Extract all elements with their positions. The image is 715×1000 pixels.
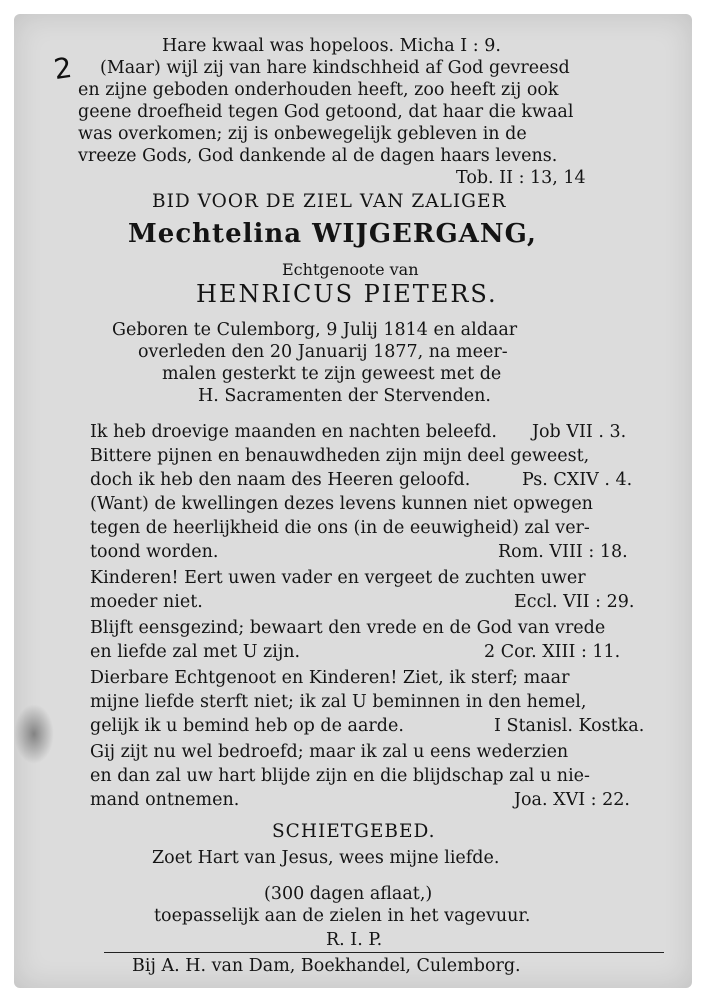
verse-line-9: Blijft eensgezind; bewaart den vrede en de God van vrede: [90, 618, 606, 638]
verse-line-12: mijne liefde sterft niet; ik zal U beminnen in den hemel,: [90, 692, 587, 712]
verse-line-4: (Want) de kwellingen dezes levens kunnen niet opwegen: [90, 494, 593, 514]
verse-line-3: doch ik heb den naam des Heeren geloofd.: [90, 470, 471, 490]
indulgence: (300 dagen aflaat,): [264, 884, 433, 904]
verse-ref-6: Rom. VIII : 18.: [498, 542, 628, 562]
verse-line-7: Kinderen! Eert uwen vader en vergeet de zuchten uwer: [90, 568, 586, 588]
footer-divider: [104, 952, 664, 953]
verse-ref-10: 2 Cor. XIII : 11.: [484, 642, 621, 662]
deceased-name: Mechtelina WIJGERGANG,: [128, 219, 537, 249]
verse-ref-8: Eccl. VII : 29.: [514, 592, 635, 612]
verse-line-2: Bittere pijnen en benauwdheden zijn mijn deel geweest,: [90, 446, 590, 466]
bio-line-2: overleden den 20 Januarij 1877, na meer-: [138, 342, 508, 362]
prayer-card: [14, 14, 692, 988]
intro-line-6: vreeze Gods, God dankende al de dagen haars levens.: [78, 146, 558, 166]
stain: [14, 704, 54, 764]
intro-line-3: en zijne geboden onderhouden heeft, zoo heeft zij ook: [78, 80, 559, 100]
indulgence-note: toepasselijk aan de zielen in het vagevuur.: [154, 906, 531, 926]
ejaculation-text: Zoet Hart van Jesus, wees mijne liefde.: [152, 848, 500, 868]
rip: R. I. P.: [326, 930, 383, 950]
verse-ref-1: Job VII . 3.: [532, 422, 627, 442]
verse-line-5: tegen de heerlijkheid die ons (in de eeuwigheid) zal ver-: [90, 518, 590, 538]
intro-line-2: (Maar) wijl zij van hare kindschheid af God gevreesd: [100, 58, 570, 78]
verse-line-16: mand ontnemen.: [90, 790, 240, 810]
verse-line-13: gelijk ik u bemind heb op de aarde.: [90, 716, 404, 736]
intro-line-5: was overkomen; zij is onbewegelijk gebleven in de: [78, 124, 527, 144]
verse-line-11: Dierbare Echtgenoot en Kinderen! Ziet, ik sterf; maar: [90, 668, 570, 688]
prayer-heading: BID VOOR DE ZIEL VAN ZALIGER: [152, 191, 507, 212]
handwritten-number: 2: [51, 50, 75, 87]
bio-line-1: Geboren te Culemborg, 9 Julij 1814 en aldaar: [112, 320, 518, 340]
verse-line-14: Gij zijt nu wel bedroefd; maar ik zal u eens wederzien: [90, 742, 569, 762]
bio-line-4: H. Sacramenten der Stervenden.: [198, 386, 491, 406]
intro-line-1: Hare kwaal was hopeloos. Micha I : 9.: [162, 36, 501, 56]
verse-ref-16: Joa. XVI : 22.: [514, 790, 630, 810]
bio-line-3: malen gesterkt te zijn geweest met de: [162, 364, 502, 384]
verse-ref-3: Ps. CXIV . 4.: [522, 470, 633, 490]
verse-line-15: en dan zal uw hart blijde zijn en die blijdschap zal u nie-: [90, 766, 590, 786]
verse-line-1: Ik heb droevige maanden en nachten beleefd.: [90, 422, 497, 442]
ejaculation-heading: SCHIETGEBED.: [272, 821, 436, 842]
intro-line-4: geene droefheid tegen God getoond, dat haar die kwaal: [78, 102, 574, 122]
spouse-label: Echtgenoote van: [282, 260, 419, 279]
intro-reference: Tob. II : 13, 14: [456, 168, 586, 188]
spouse-name: HENRICUS PIETERS.: [196, 280, 498, 308]
verse-line-10: en liefde zal met U zijn.: [90, 642, 301, 662]
printer-imprint: Bij A. H. van Dam, Boekhandel, Culemborg.: [132, 956, 521, 976]
verse-line-6: toond worden.: [90, 542, 219, 562]
verse-line-8: moeder niet.: [90, 592, 203, 612]
verse-ref-13: I Stanisl. Kostka.: [494, 716, 645, 736]
